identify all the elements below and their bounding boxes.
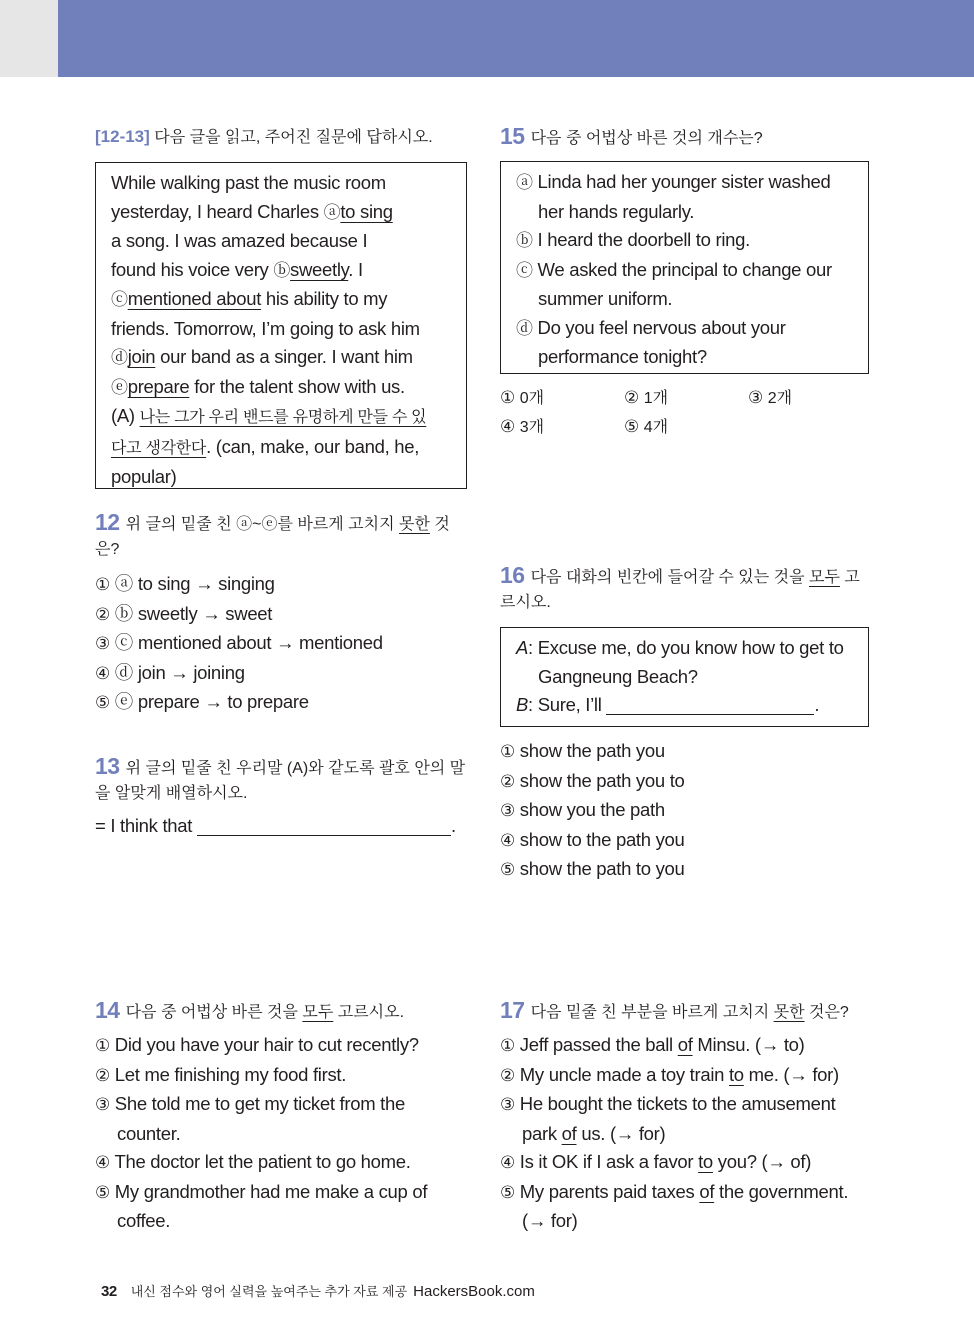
korean-underlined-a: 다고 생각한다: [111, 439, 207, 457]
group-instruction: [95, 124, 467, 150]
passage-text: our band as a singer. I want him: [155, 346, 413, 367]
option-text: He bought the tickets to the amusement park: [519, 1093, 836, 1144]
prompt-text: 고르시오.: [500, 569, 860, 611]
question-number: 15: [500, 123, 525, 149]
option-5[interactable]: [95, 688, 467, 718]
prompt-emphasis: 모두: [302, 1004, 334, 1021]
option-text: 0개: [519, 390, 545, 407]
question-16: [500, 563, 869, 885]
underlined-word: to: [698, 1151, 713, 1172]
option-text: Minsu. (→ to): [692, 1034, 805, 1055]
dialog-box: [500, 627, 869, 727]
dialog-text: .: [814, 694, 820, 715]
option-number: ④: [500, 417, 516, 437]
prompt-emphasis: 못한: [773, 1004, 805, 1021]
passage-line: friends. Tomorrow, I’m going to ask him: [111, 317, 420, 339]
option-text: The doctor let the patient to go home.: [114, 1151, 411, 1172]
option-text: My grandmother had me make a cup of coffee.: [114, 1180, 428, 1231]
answer-blank[interactable]: [197, 815, 451, 836]
answer-options: [500, 384, 869, 442]
question-15: [500, 124, 869, 442]
sentence-text: I heard the doorbell to ring.: [537, 229, 750, 250]
option-text: She told me to get my ticket from the counter.: [114, 1093, 405, 1144]
prompt-text: 것은?: [804, 1004, 849, 1021]
passage-line: [111, 198, 452, 228]
question-prompt: [500, 998, 869, 1025]
marker-b: ⓑ: [273, 260, 291, 281]
underlined-c: mentioned about: [127, 288, 262, 309]
prompt-text: 위 글의 밑줄 친 우리말 (A)와 같도록 괄호 안의 말을 알맞게 배열하시오.: [95, 760, 466, 802]
option-number: ⑤: [500, 1182, 515, 1203]
option-text: Is it OK if I ask a favor: [519, 1151, 699, 1172]
passage-line: [111, 343, 452, 373]
option-4[interactable]: [95, 1148, 455, 1178]
option-text: ⓔ prepare → to prepare: [114, 691, 309, 712]
sentence-text: Linda had her younger sister washed her hands regularly.: [537, 171, 831, 222]
prompt-text: 위 글의 밑줄 친 ⓐ~ⓔ를 바르게 고치지: [125, 516, 399, 533]
passage-text: found his voice very: [111, 258, 274, 280]
sentence-b: [516, 226, 854, 256]
option-text: Did you have your hair to cut recently?: [114, 1034, 419, 1055]
sentence-marker: ⓒ: [516, 260, 533, 281]
option-text: the government. (→ for): [522, 1180, 849, 1231]
sentence-a: [516, 168, 854, 226]
underlined-a: to sing: [340, 200, 393, 222]
prompt-text: 고르시오.: [333, 1004, 405, 1021]
header-margin-strip: [0, 0, 58, 77]
question-number: 13: [95, 753, 120, 779]
passage-line: [111, 433, 452, 464]
option-number: ④: [95, 1153, 110, 1173]
speaker-b: B: [516, 694, 529, 715]
option-text: ⓒ mentioned about → mentioned: [114, 632, 383, 653]
korean-underlined-a: 나는 그가 우리 밴드를 유명하게 만들 수 있: [139, 409, 427, 426]
option-5[interactable]: [95, 1178, 455, 1236]
option-text: Let me finishing my food first.: [114, 1063, 347, 1085]
question-prompt: [95, 754, 467, 806]
option-5[interactable]: [500, 1178, 862, 1236]
answer-suffix: .: [450, 815, 456, 836]
sentence-box: [500, 161, 869, 374]
answer-options: [500, 1031, 862, 1236]
dialog-text: : Sure, I’ll: [528, 694, 607, 715]
marker-d: ⓓ: [111, 348, 128, 368]
option-3[interactable]: [95, 629, 467, 659]
question-group-12-13: [95, 124, 467, 489]
option-text: me. (→ for): [743, 1063, 839, 1085]
option-number: ③: [500, 801, 515, 821]
option-2[interactable]: [624, 384, 748, 413]
option-number: ①: [500, 388, 516, 408]
option-text: show the path you to: [519, 769, 685, 791]
speaker-a: A: [516, 637, 529, 658]
passage-text: his ability to my: [261, 288, 388, 309]
option-2[interactable]: [95, 600, 467, 630]
option-number: ⑤: [95, 693, 110, 713]
option-number: ⑤: [624, 417, 640, 437]
dialog-line-a: [516, 634, 854, 691]
option-1[interactable]: [95, 1031, 455, 1061]
option-2[interactable]: [500, 1061, 862, 1091]
answer-prefix: = I think that: [95, 815, 197, 836]
option-number: ⑤: [500, 860, 515, 880]
marker-a: ⓐ: [323, 202, 341, 223]
underlined-word: of: [561, 1122, 577, 1144]
option-number: ④: [500, 1153, 515, 1173]
option-5[interactable]: [624, 413, 748, 442]
passage-line: [111, 256, 452, 286]
sentence-marker: ⓓ: [516, 318, 533, 339]
passage-line: [111, 285, 452, 315]
dialog-text: : Excuse me, do you know how to get to Gangneung Beach?: [528, 637, 844, 687]
underlined-d: join: [127, 346, 156, 367]
option-3[interactable]: [748, 384, 872, 413]
option-number: ①: [95, 1036, 110, 1056]
option-2[interactable]: [500, 767, 869, 797]
option-text: My uncle made a toy train: [519, 1063, 729, 1085]
sentence-text: Do you feel nervous about your performance tonight?: [537, 316, 786, 367]
question-number: 14: [95, 997, 120, 1023]
option-text: ⓐ to sing → singing: [114, 573, 275, 594]
question-prompt: [95, 998, 467, 1025]
question-14: [95, 998, 467, 1236]
answer-options: [95, 1031, 455, 1236]
underlined-e: prepare: [127, 375, 190, 397]
header-band: [58, 0, 974, 77]
option-number: ②: [95, 1065, 110, 1086]
passage-line: [111, 402, 452, 433]
underlined-b: sweetly: [290, 258, 349, 280]
option-text: show to the path you: [519, 828, 685, 850]
option-number: ④: [95, 663, 110, 684]
passage-text: . I: [348, 258, 363, 280]
option-1[interactable]: [95, 570, 467, 600]
option-text: 1개: [643, 390, 669, 407]
dialog-blank[interactable]: [606, 694, 814, 715]
option-text: ⓑ sweetly → sweet: [114, 602, 273, 624]
question-prompt: [500, 124, 869, 151]
option-number: ③: [748, 388, 764, 408]
reading-passage: [95, 162, 467, 489]
sentence-d: [516, 314, 854, 372]
label-a: (A): [111, 405, 140, 426]
option-1[interactable]: [500, 384, 624, 413]
option-3[interactable]: [500, 796, 869, 826]
passage-line: While walking past the music room: [111, 172, 386, 193]
option-text: Jeff passed the ball: [519, 1034, 678, 1055]
answer-line: [95, 812, 467, 841]
option-4[interactable]: [95, 659, 467, 689]
question-range: [12-13]: [95, 127, 150, 146]
option-number: ③: [95, 634, 110, 654]
word-hint: popular): [111, 466, 177, 487]
prompt-text: 다음 중 어법상 바른 것을: [125, 1004, 303, 1021]
dialog-line-b: [516, 691, 854, 720]
answer-options: [95, 570, 467, 718]
prompt-text: 다음 중 어법상 바른 것의 개수는?: [530, 130, 763, 147]
option-3[interactable]: [95, 1090, 455, 1148]
underlined-word: of: [699, 1180, 715, 1202]
passage-text: for the talent show with us.: [189, 375, 405, 397]
option-1[interactable]: [500, 737, 869, 767]
passage-line: [111, 373, 452, 403]
option-number: ③: [95, 1095, 110, 1115]
marker-c: ⓒ: [111, 290, 128, 310]
option-text: you? (→ of): [712, 1151, 812, 1172]
option-3[interactable]: [500, 1090, 862, 1148]
option-number: ②: [624, 388, 640, 408]
option-text: My parents paid taxes: [519, 1180, 700, 1202]
answer-options: [500, 737, 869, 885]
option-text: 3개: [519, 419, 545, 436]
instruction-text: 다음 글을 읽고, 주어진 질문에 답하시오.: [154, 129, 433, 146]
option-number: ①: [95, 575, 110, 595]
page-footer: [101, 1281, 535, 1300]
footer-site-link[interactable]: HackersBook.com: [413, 1283, 535, 1300]
option-text: show the path to you: [519, 858, 685, 879]
option-text: us. (→ for): [576, 1122, 666, 1144]
sentence-marker: ⓐ: [516, 173, 533, 193]
prompt-emphasis: 모두: [809, 569, 840, 586]
option-5[interactable]: [500, 855, 869, 885]
prompt-text: 다음 대화의 빈칸에 들어갈 수 있는 것을: [530, 569, 810, 586]
passage-text: yesterday, I heard Charles: [111, 200, 324, 222]
question-17: [500, 998, 869, 1236]
option-text: ⓓ join → joining: [114, 661, 245, 683]
option-4[interactable]: [500, 1148, 862, 1178]
passage-line: a song. I was amazed because I: [111, 230, 368, 251]
underlined-word: to: [728, 1063, 744, 1085]
option-4[interactable]: [500, 826, 869, 856]
option-text: 2개: [767, 390, 793, 407]
page-number: 32: [101, 1283, 117, 1300]
question-prompt: [500, 563, 869, 615]
sentence-c: [516, 256, 854, 314]
option-1[interactable]: [500, 1031, 862, 1061]
prompt-text: 것은?: [95, 516, 450, 558]
option-number: ②: [500, 1065, 515, 1086]
sentence-text: We asked the principal to change our summer uniform.: [537, 258, 832, 309]
option-number: ①: [500, 1036, 515, 1056]
prompt-emphasis: 못한: [398, 516, 430, 533]
question-prompt: [95, 510, 467, 562]
footer-tagline: 내신 점수와 영어 실력을 높여주는 추가 자료 제공: [130, 1284, 408, 1299]
option-number: ②: [500, 771, 515, 792]
option-number: ⑤: [95, 1182, 110, 1203]
option-text: show you the path: [519, 799, 665, 820]
prompt-text: 다음 밑줄 친 부분을 바르게 고치지: [530, 1004, 774, 1021]
option-number: ②: [95, 604, 110, 625]
option-number: ④: [500, 830, 515, 851]
question-12: [95, 510, 467, 718]
question-number: 12: [95, 509, 120, 535]
option-text: 4개: [643, 419, 669, 436]
question-number: 16: [500, 562, 525, 588]
word-hint: . (can, make, our band, he,: [206, 435, 420, 457]
sentence-marker: ⓑ: [516, 231, 533, 251]
option-number: ③: [500, 1095, 515, 1115]
option-4[interactable]: [500, 413, 624, 442]
question-number: 17: [500, 997, 525, 1023]
option-2[interactable]: [95, 1061, 455, 1091]
underlined-word: of: [677, 1034, 693, 1055]
option-text: show the path you: [519, 740, 665, 761]
question-13: [95, 754, 467, 841]
option-number: ①: [500, 742, 515, 762]
marker-e: ⓔ: [111, 377, 128, 398]
